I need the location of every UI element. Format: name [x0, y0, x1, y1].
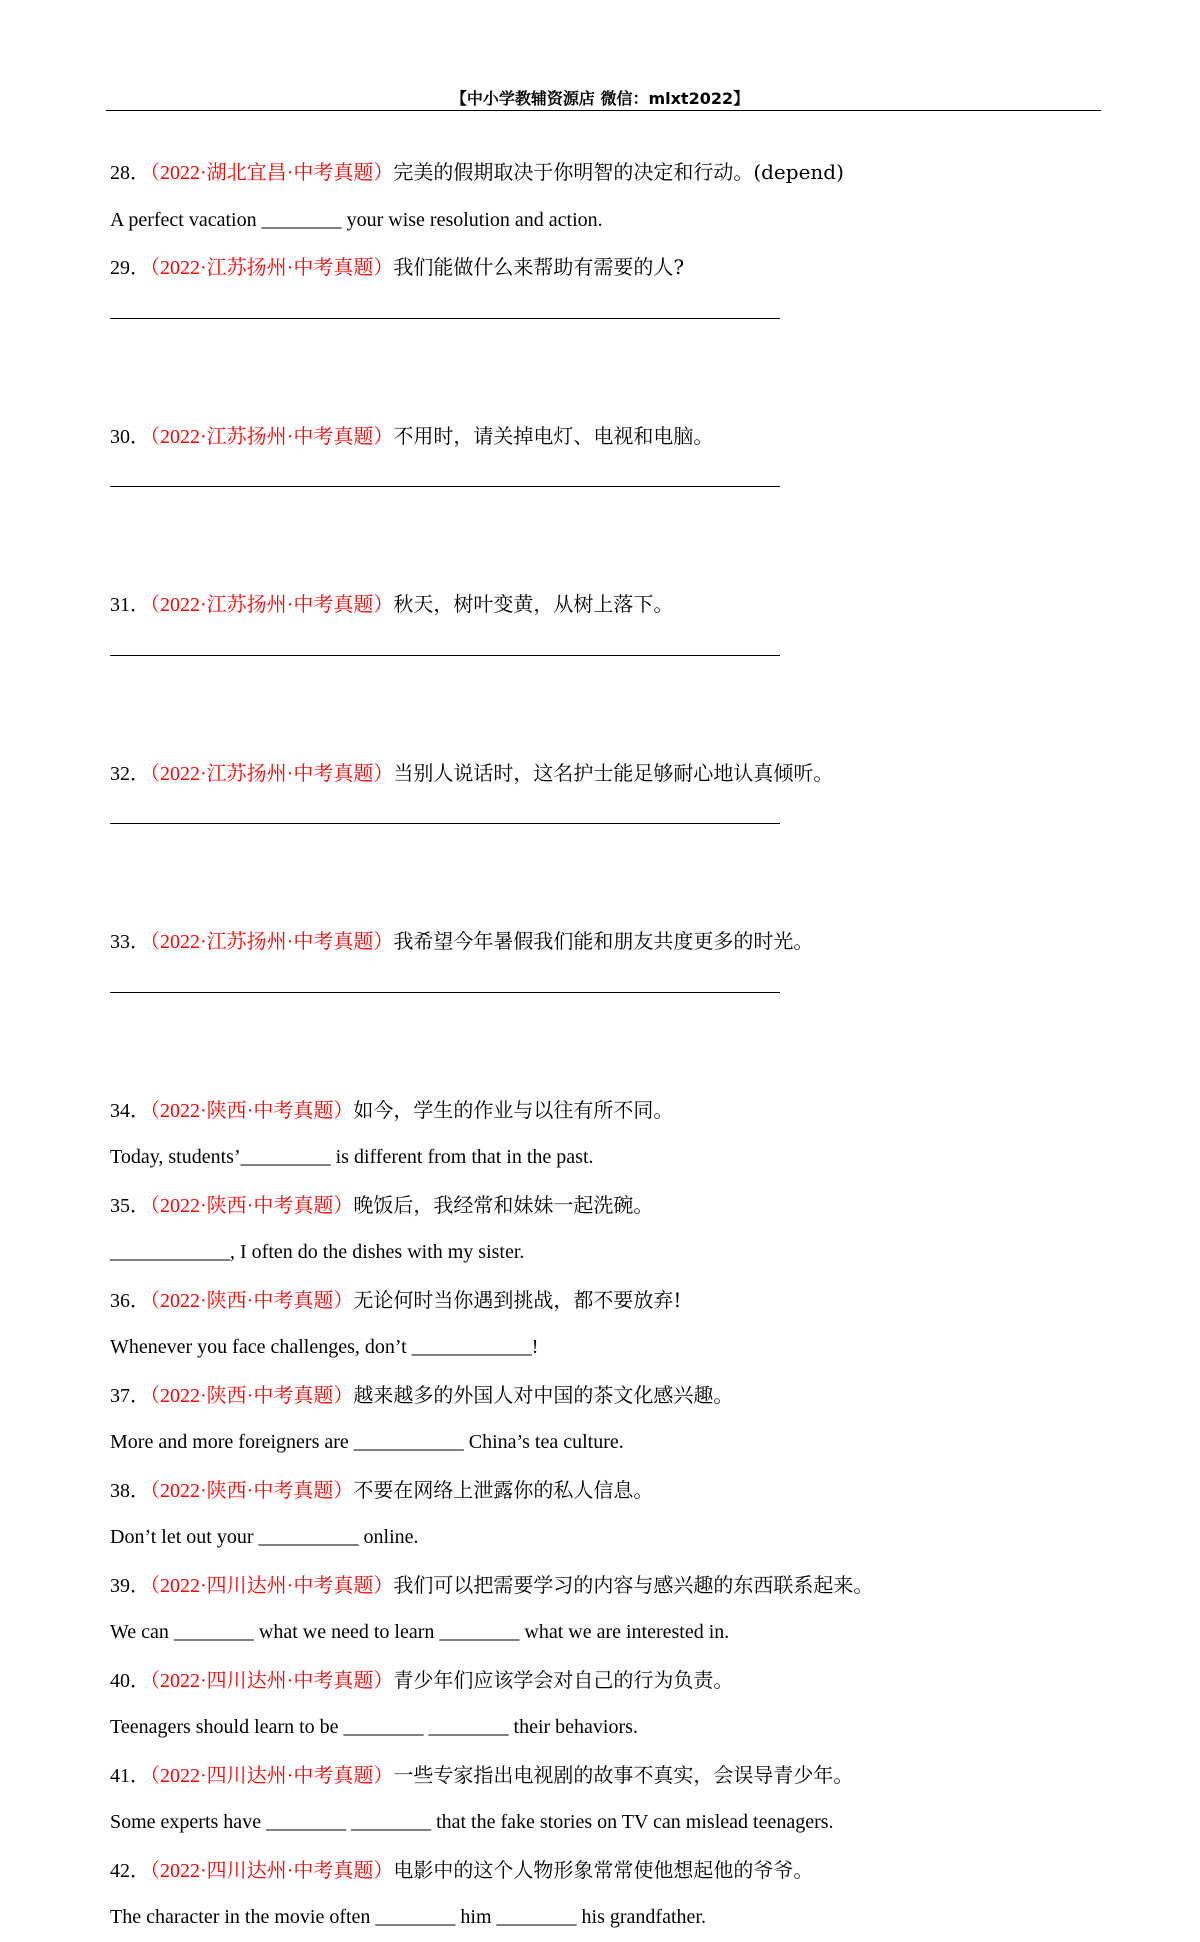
question-chinese-text: 我希望今年暑假我们能和朋友共度更多的时光。	[393, 929, 814, 953]
answer-line	[110, 318, 1110, 366]
question-number: 32．	[110, 762, 150, 785]
spacer	[110, 702, 1110, 750]
spacer	[110, 534, 1110, 582]
answer-sentence: ____________, I often do the dishes with my sister.	[110, 1241, 525, 1263]
question-number: 33．	[110, 931, 150, 953]
question-prompt	[110, 750, 1110, 798]
answer-line	[110, 486, 1110, 534]
question-list	[110, 149, 1110, 1942]
question-number: 36．	[110, 1289, 150, 1312]
answer-sentence: The character in the movie often ________ him ________ his grandfather.	[110, 1906, 706, 1928]
question-number: 35．	[110, 1194, 150, 1217]
question-source: （2022·江苏扬州·中考真题）	[150, 594, 394, 616]
answer-sentence: Don’t let out your __________ online.	[110, 1526, 419, 1548]
answer-sentence: Teenagers should learn to be ________ ________ their behaviors.	[110, 1716, 638, 1738]
answer-blank-line	[110, 992, 780, 993]
question-prompt	[110, 1087, 1110, 1135]
question-chinese-text: 越来越多的外国人对中国的茶文化感兴趣。	[353, 1382, 734, 1407]
question-number: 28．	[110, 162, 150, 184]
page-header: 【中小学教辅资源店 微信：mlxt2022】	[450, 89, 750, 108]
spacer	[110, 871, 1110, 919]
question-chinese-text: 我们能做什么来帮助有需要的人?	[393, 255, 685, 279]
question-prompt	[110, 413, 1110, 461]
question-chinese-text: 我们可以把需要学习的内容与感兴趣的东西联系起来。	[393, 1572, 874, 1597]
answer-blank-line	[110, 486, 780, 487]
question-source: （2022·陕西·中考真题）	[150, 1289, 354, 1312]
question-source: （2022·陕西·中考真题）	[150, 1194, 354, 1217]
question-source: （2022·江苏扬州·中考真题）	[150, 931, 394, 953]
question-prompt	[110, 1467, 1110, 1515]
question-prompt	[110, 1657, 1110, 1705]
question-number: 39．	[110, 1574, 150, 1597]
question-chinese-text: 无论何时当你遇到挑战，都不要放弃!	[353, 1287, 682, 1312]
question-number: 38．	[110, 1479, 150, 1502]
question-source: （2022·陕西·中考真题）	[150, 1099, 354, 1122]
answer-blank-line	[110, 823, 780, 824]
question-number: 31．	[110, 594, 150, 616]
question-source: （2022·四川达州·中考真题）	[150, 1859, 394, 1882]
question-source: （2022·四川达州·中考真题）	[150, 1764, 394, 1787]
question-source: （2022·四川达州·中考真题）	[150, 1669, 394, 1692]
question-source: （2022·湖北宜昌·中考真题）	[150, 162, 394, 184]
question-prompt	[110, 1372, 1110, 1420]
question-chinese-text: 一些专家指出电视剧的故事不真实，会误导青少年。	[393, 1762, 854, 1787]
question-number: 34．	[110, 1099, 150, 1122]
question-source: （2022·江苏扬州·中考真题）	[150, 425, 394, 448]
question-prompt	[110, 1277, 1110, 1325]
question-prompt	[110, 918, 1110, 966]
question-prompt	[110, 581, 1110, 629]
question-source: （2022·陕西·中考真题）	[150, 1479, 354, 1502]
answer-sentence: A perfect vacation ________ your wise resolution and action.	[110, 208, 603, 231]
question-prompt	[110, 1182, 1110, 1230]
question-prompt	[110, 1752, 1110, 1800]
answer-line	[110, 992, 1110, 1040]
answer-blank-line	[110, 318, 780, 319]
question-chinese-text: 晚饭后，我经常和妹妹一起洗碗。	[353, 1192, 654, 1217]
answer-line	[110, 655, 1110, 703]
question-prompt	[110, 1562, 1110, 1610]
answer-sentence: Some experts have ________ ________ that the fake stories on TV can mislead teenagers.	[110, 1811, 834, 1833]
spacer	[110, 1039, 1110, 1087]
answer-sentence: We can ________ what we need to learn ________ what we are interested in.	[110, 1621, 730, 1643]
question-source: （2022·江苏扬州·中考真题）	[150, 762, 394, 785]
question-chinese-text: 青少年们应该学会对自己的行为负责。	[393, 1667, 734, 1692]
question-number: 29．	[110, 257, 150, 279]
answer-sentence: Today, students’_________ is different from that in the past.	[110, 1146, 594, 1168]
question-chinese-text: 不用时，请关掉电灯、电视和电脑。	[393, 423, 714, 448]
question-source: （2022·四川达州·中考真题）	[150, 1574, 394, 1597]
question-number: 30．	[110, 425, 150, 448]
question-number: 41．	[110, 1764, 150, 1787]
question-source: （2022·陕西·中考真题）	[150, 1384, 354, 1407]
question-number: 42．	[110, 1859, 150, 1882]
question-chinese-text: 完美的假期取决于你明智的决定和行动。(depend)	[393, 160, 844, 184]
question-chinese-text: 当别人说话时，这名护士能足够耐心地认真倾听。	[393, 760, 834, 785]
answer-blank-line	[110, 655, 780, 656]
question-number: 37．	[110, 1384, 150, 1407]
question-prompt	[110, 1847, 1110, 1895]
question-prompt	[110, 149, 1110, 197]
answer-line	[110, 823, 1110, 871]
question-prompt	[110, 244, 1110, 292]
spacer	[110, 365, 1110, 413]
answer-sentence: Whenever you face challenges, don’t ____________!	[110, 1336, 539, 1358]
question-chinese-text: 如今，学生的作业与以往有所不同。	[353, 1097, 674, 1122]
question-number: 40．	[110, 1669, 150, 1692]
question-chinese-text: 电影中的这个人物形象常常使他想起他的爷爷。	[393, 1857, 814, 1882]
answer-sentence: More and more foreigners are ___________ China’s tea culture.	[110, 1431, 624, 1453]
question-source: （2022·江苏扬州·中考真题）	[150, 257, 394, 279]
question-chinese-text: 秋天，树叶变黄，从树上落下。	[393, 592, 674, 616]
question-chinese-text: 不要在网络上泄露你的私人信息。	[353, 1477, 654, 1502]
header-divider	[106, 110, 1101, 111]
